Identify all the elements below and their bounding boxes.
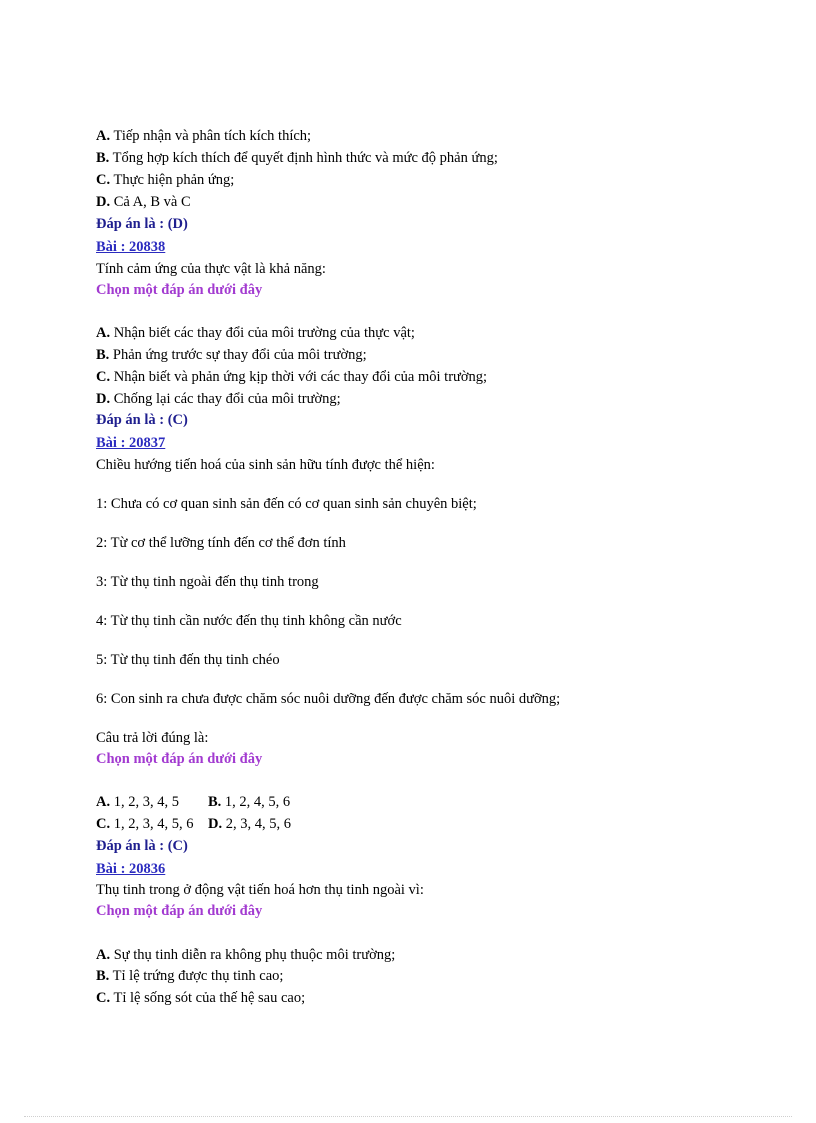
option-a: A. Sự thụ tinh diễn ra không phụ thuộc môi trường; <box>96 947 396 963</box>
option-b: B. Tỉ lệ trứng được thụ tinh cao; <box>96 968 284 984</box>
statement-2: 2: Từ cơ thể lưỡng tính đến cơ thể đơn tính <box>96 535 346 551</box>
option-c: C. Tỉ lệ sống sót của thế hệ sau cao; <box>96 990 306 1006</box>
statement-1: 1: Chưa có cơ quan sinh sản đến có cơ quan sinh sản chuyên biệt; <box>96 496 477 512</box>
option-d: D. 2, 3, 4, 5, 6 <box>208 816 291 832</box>
statement-3: 3: Từ thụ tinh ngoài đến thụ tinh trong <box>96 574 319 590</box>
option-d: D. Chống lại các thay đổi của môi trường; <box>96 391 341 407</box>
statement-4: 4: Từ thụ tinh cần nước đến thụ tinh không cần nước <box>96 613 402 629</box>
answer-lead: Câu trả lời đúng là: <box>96 730 209 746</box>
option-c: C. Thực hiện phản ứng; <box>96 172 235 188</box>
statement-5: 5: Từ thụ tinh đến thụ tinh chéo <box>96 652 280 668</box>
choose-prompt: Chọn một đáp án dưới đây <box>96 751 263 767</box>
option-a: A. 1, 2, 3, 4, 5 <box>96 794 179 810</box>
option-d: D. Cả A, B và C <box>96 194 191 210</box>
option-c: C. 1, 2, 3, 4, 5, 6 <box>96 816 194 832</box>
answer-label: Đáp án là : (C) <box>96 412 188 428</box>
option-b: B. Phản ứng trước sự thay đổi của môi trường; <box>96 347 367 363</box>
question-text: Chiều hướng tiến hoá của sinh sản hữu tính được thể hiện: <box>96 457 435 473</box>
question-link-20836[interactable]: Bài : 20836 <box>96 861 166 877</box>
statement-6: 6: Con sinh ra chưa được chăm sóc nuôi dưỡng đến được chăm sóc nuôi dưỡng; <box>96 691 561 707</box>
options-row-2 <box>96 814 291 834</box>
page-bottom-divider <box>24 1116 792 1117</box>
option-b: B. Tổng hợp kích thích để quyết định hình thức và mức độ phản ứng; <box>96 150 498 166</box>
answer-label: Đáp án là : (D) <box>96 216 188 232</box>
option-c: C. Nhận biết và phản ứng kịp thời với các thay đổi của môi trường; <box>96 369 488 385</box>
choose-prompt: Chọn một đáp án dưới đây <box>96 282 263 298</box>
question-link-20838[interactable]: Bài : 20838 <box>96 239 166 255</box>
answer-label: Đáp án là : (C) <box>96 838 188 854</box>
question-text: Tính cảm ứng của thực vật là khả năng: <box>96 261 326 277</box>
question-text: Thụ tinh trong ở động vật tiến hoá hơn thụ tinh ngoài vì: <box>96 882 424 898</box>
question-link-20837[interactable]: Bài : 20837 <box>96 435 166 451</box>
option-b: B. 1, 2, 4, 5, 6 <box>208 794 291 810</box>
choose-prompt: Chọn một đáp án dưới đây <box>96 903 263 919</box>
option-a: A. Tiếp nhận và phân tích kích thích; <box>96 128 312 144</box>
option-a: A. Nhận biết các thay đổi của môi trường của thực vật; <box>96 325 415 341</box>
options-row-1 <box>96 792 290 812</box>
